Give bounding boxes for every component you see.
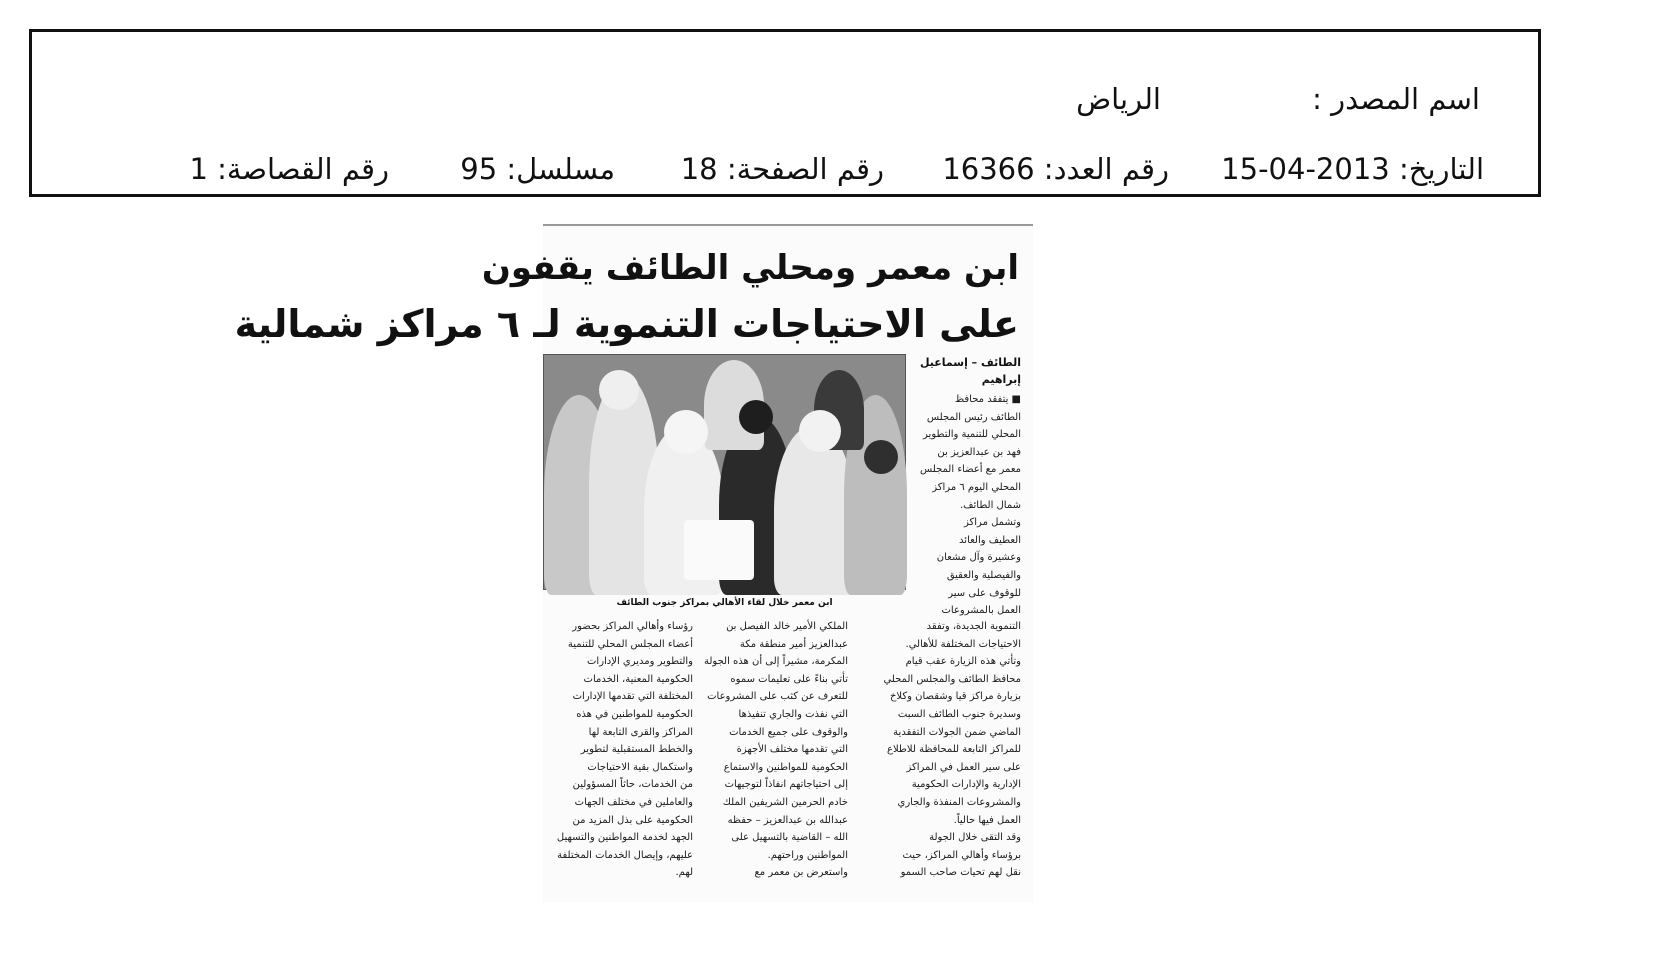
- text-line: وتأتي هذه الزيارة عقب قيام: [905, 656, 1021, 668]
- text-line: والتطوير ومديري الإدارات: [587, 656, 693, 668]
- text-line: بزيارة مراكز قيا وشقصان وكلاخ: [889, 691, 1021, 703]
- text-line: والوقوف على جميع الخدمات: [729, 726, 848, 738]
- text-line: أعضاء المجلس المحلي للتنمية: [567, 638, 693, 650]
- text-line: للتعرف عن كثب على المشروعات: [707, 691, 848, 703]
- text-line: الحكومية المعنية، الخدمات: [583, 673, 693, 685]
- article-column-left: [553, 618, 693, 882]
- text-line: المراكز والقرى التابعة لها: [588, 726, 693, 738]
- text-line: للوقوف على سير: [948, 587, 1021, 599]
- text-line: للمراكز التابعة للمحافظة للاطلاع: [887, 744, 1021, 756]
- text-line: عبدالله بن عبدالعزيز – حفظه: [727, 814, 848, 826]
- article-column-right-bottom: [861, 618, 1021, 882]
- text-line: على سير العمل في المراكز: [906, 761, 1021, 773]
- text-line: نقل لهم تحيات صاحب السمو: [900, 867, 1021, 879]
- text-line: التنموية الجديدة، وتفقد: [926, 621, 1021, 632]
- text-line: عبدالعزيز أمير منطقة مكة: [739, 638, 848, 650]
- text-line: العمل بالمشروعات: [941, 605, 1021, 617]
- text-line: لهم.: [675, 867, 693, 879]
- headline-line-1: ابن معمر ومحلي الطائف يقفون: [481, 248, 1019, 288]
- text-line: المحلي اليوم ٦ مراكز: [932, 481, 1021, 493]
- page-number-field: رقم الصفحة: 18: [680, 152, 884, 186]
- text-line: والفيصلية والعقيق: [946, 569, 1021, 581]
- text-line: الحكومية للمواطنين في هذه: [576, 708, 693, 720]
- text-line: المكرمة، مشيراً إلى أن هذه الجولة: [704, 656, 848, 668]
- article-photo: [543, 354, 906, 590]
- text-line: الله – القاضية بالتسهيل على: [731, 832, 848, 844]
- clipping-metadata-box: [29, 29, 1541, 197]
- headline-line-2: على الاحتياجات التنموية لـ ٦ مراكز شمالية: [234, 302, 1019, 346]
- article-column-right-top: [909, 391, 1021, 620]
- text-line: العطيف والعائد: [959, 534, 1021, 546]
- serial-field: مسلسل: 95: [460, 152, 615, 186]
- text-line: المحلي للتنمية والتطوير: [923, 429, 1021, 441]
- source-label: اسم المصدر :: [1312, 82, 1480, 116]
- source-value: الرياض: [1076, 82, 1161, 116]
- text-line: الحكومية للمواطنين والاستماع: [723, 761, 848, 773]
- text-line: وقد التقى خلال الجولة: [929, 832, 1021, 844]
- text-line: والعاملين في مختلف الجهات: [574, 796, 693, 808]
- text-line: عليهم، وإيصال الخدمات المختلفة: [557, 849, 693, 861]
- issue-number-field: رقم العدد: 16366: [942, 152, 1169, 186]
- text-line: شمال الطائف.: [959, 499, 1021, 511]
- text-line: إلى احتياجاتهم انفاذاً لتوجيهات: [724, 779, 848, 791]
- text-line: رؤساء وأهالي المراكز بحضور: [572, 621, 693, 632]
- newspaper-clipping: [234, 224, 1033, 902]
- date-field: التاريخ: 2013-04-15: [1221, 152, 1484, 186]
- text-line: وسديرة جنوب الطائف السبت: [897, 708, 1021, 720]
- text-line: واستعرض بن معمر مع: [754, 867, 848, 879]
- text-line: فهد بن عبدالعزيز بن: [937, 446, 1021, 458]
- article-byline: الطائف – إسماعيل إبراهيم: [919, 356, 1021, 386]
- text-line: العمل فيها حالياً.: [953, 814, 1021, 826]
- text-line: الملكي الأمير خالد الفيصل بن: [726, 621, 848, 632]
- text-line: وعشيرة وآل مشعان: [936, 552, 1021, 564]
- text-line: التي تقدمها مختلف الأجهزة: [736, 744, 848, 756]
- text-line: والخطط المستقبلية لتطوير: [580, 744, 693, 756]
- text-line: الاحتياجات المختلفة للأهالي.: [905, 638, 1021, 650]
- photo-caption: ابن معمر خلال لقاء الأهالي بمراكز جنوب الطائف: [616, 598, 833, 608]
- text-line: محافظ الطائف والمجلس المحلي: [883, 673, 1021, 685]
- text-line: من الخدمات، حاثاً المسؤولين: [572, 779, 693, 791]
- text-line: وتشمل مراكز: [964, 517, 1021, 529]
- text-line: واستكمال بقية الاحتياجات: [587, 761, 693, 773]
- text-line: التي نفذت والجاري تنفيذها: [738, 708, 848, 720]
- text-line: ■ يتفقد محافظ: [954, 394, 1021, 405]
- text-line: المواطنين وراحتهم.: [767, 849, 848, 861]
- text-line: الحكومية على بذل المزيد من: [572, 814, 693, 826]
- clip-number-field: رقم القصاصة: 1: [189, 152, 389, 186]
- text-line: والمشروعات المنفذة والجاري: [897, 796, 1021, 808]
- text-line: المختلفة التي تقدمها الإدارات: [572, 691, 693, 703]
- text-line: الجهد لخدمة المواطنين والتسهيل: [556, 832, 693, 844]
- text-line: برؤساء وأهالي المراكز، حيث: [902, 849, 1021, 861]
- text-line: معمر مع أعضاء المجلس: [920, 464, 1021, 476]
- text-line: تأتي بناءً على تعليمات سموه: [730, 673, 848, 685]
- text-line: خادم الحرمين الشريفين الملك: [722, 796, 848, 808]
- article-column-middle: [704, 618, 848, 882]
- text-line: الإدارية والإدارات الحكومية: [911, 779, 1021, 791]
- text-line: الطائف رئيس المجلس: [926, 411, 1021, 423]
- text-line: الماضي ضمن الجولات التفقدية: [893, 726, 1021, 738]
